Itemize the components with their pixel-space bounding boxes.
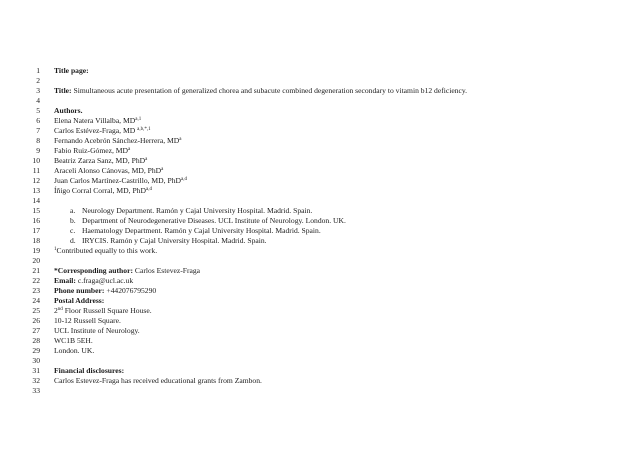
- author-name: Juan Carlos Martínez-Castrillo, MD, PhD: [54, 176, 181, 185]
- line-number: 29: [32, 346, 40, 355]
- affiliation-text: Haematology Department. Ramón y Cajal University Hospital. Madrid. Spain.: [82, 226, 321, 235]
- author-name: Beatriz Zarza Sanz, MD, PhD: [54, 156, 146, 165]
- line-number: 23: [32, 286, 40, 295]
- authors-heading: Authors.: [54, 106, 83, 115]
- author-affiliation-sup: a: [161, 167, 164, 172]
- address-text: 10-12 Russell Square.: [54, 316, 121, 325]
- address-floor-rest: Floor Russell Square House.: [62, 306, 152, 315]
- line-number: 6: [36, 116, 40, 125]
- line-number: 22: [32, 276, 40, 285]
- footnote-text: Contributed equally to this work.: [56, 246, 158, 255]
- address-text: London. UK.: [54, 346, 95, 355]
- title-label: Title:: [54, 86, 72, 95]
- affiliation-letter: a.: [70, 206, 76, 215]
- title-page-label: Title page:: [54, 66, 89, 75]
- line-number: 33: [32, 386, 40, 395]
- author-name: Araceli Alonso Cánovas, MD, PhD: [54, 166, 162, 175]
- author-affiliation-sup: a,b,*,1: [137, 127, 151, 132]
- line-number: 31: [32, 366, 40, 375]
- line-number: 4: [36, 96, 40, 105]
- affiliation-letter: b.: [70, 216, 76, 225]
- line-number: 32: [32, 376, 40, 385]
- affiliation-letter: c.: [70, 226, 76, 235]
- line-number: 1: [36, 66, 40, 75]
- line-number: 21: [32, 266, 40, 275]
- title-text: Simultaneous acute presentation of generalized chorea and subacute combined degeneration secondary to vitamin b12 deficiency.: [73, 86, 468, 95]
- author-name: Elena Natera Villalba, MD: [54, 116, 136, 125]
- email-label: Email:: [54, 276, 76, 285]
- line-number: 18: [32, 236, 40, 245]
- line-number: 15: [32, 206, 40, 215]
- postal-label: Postal Address:: [54, 296, 105, 305]
- line-number: 27: [32, 326, 40, 335]
- address-floor-number: 2: [54, 306, 58, 315]
- phone-value: +442076795290: [106, 286, 157, 295]
- line-number: 9: [36, 146, 40, 155]
- line-number: 11: [32, 166, 40, 175]
- line-number: 8: [36, 136, 40, 145]
- line-number: 13: [32, 186, 40, 195]
- author-affiliation-sup: a: [179, 137, 182, 142]
- author-name: Carlos Estévez-Fraga, MD: [54, 126, 138, 135]
- line-number: 7: [36, 126, 40, 135]
- line-number: 30: [32, 356, 40, 365]
- author-name: Fabio Ruiz-Gómez, MD: [54, 146, 129, 155]
- author-name: Fernando Acebrón Sánchez-Herrera, MD: [54, 136, 180, 145]
- author-affiliation-sup: a: [145, 157, 148, 162]
- author-name: Íñigo Corral Corral, MD, PhD: [54, 186, 146, 195]
- author-affiliation-sup: a,1: [135, 117, 142, 122]
- line-number: 25: [32, 306, 40, 315]
- affiliation-text: Neurology Department. Ramón y Cajal University Hospital. Madrid. Spain.: [82, 206, 313, 215]
- line-number: 26: [32, 316, 40, 325]
- line-number: 5: [36, 106, 40, 115]
- line-number: 10: [32, 156, 40, 165]
- affiliation-letter: d.: [70, 236, 76, 245]
- corresponding-name: Carlos Estevez-Fraga: [134, 266, 201, 275]
- address-floor-sup: nd: [57, 307, 63, 312]
- phone-label: Phone number:: [54, 286, 105, 295]
- affiliation-text: IRYCIS. Ramón y Cajal University Hospital. Madrid. Spain.: [82, 236, 267, 245]
- line-number: 3: [36, 86, 40, 95]
- author-affiliation-sup: a,d: [180, 177, 187, 182]
- line-number: 24: [32, 296, 40, 305]
- author-affiliation-sup: a,d: [145, 187, 152, 192]
- line-number: 28: [32, 336, 40, 345]
- line-number: 17: [32, 226, 40, 235]
- disclosures-heading: Financial disclosures:: [54, 366, 125, 375]
- address-text: UCL Institute of Neurology.: [54, 326, 140, 335]
- line-number: 19: [32, 246, 40, 255]
- author-affiliation-sup: a: [128, 147, 131, 152]
- email-value[interactable]: c.fraga@ucl.ac.uk: [77, 276, 134, 285]
- line-number: 16: [32, 216, 40, 225]
- corresponding-label: *Corresponding author:: [54, 266, 133, 275]
- line-number: 20: [32, 256, 40, 265]
- affiliation-text: Department of Neurodegenerative Diseases. UCL Institute of Neurology. London. UK.: [82, 216, 346, 225]
- address-text: WC1B 5EH.: [54, 336, 93, 345]
- line-number: 12: [32, 176, 40, 185]
- disclosures-text: Carlos Estevez-Fraga has received educational grants from Zambon.: [54, 376, 262, 385]
- line-number: 14: [32, 196, 40, 205]
- footnote-sup: 1: [54, 247, 57, 252]
- line-number: 2: [36, 76, 40, 85]
